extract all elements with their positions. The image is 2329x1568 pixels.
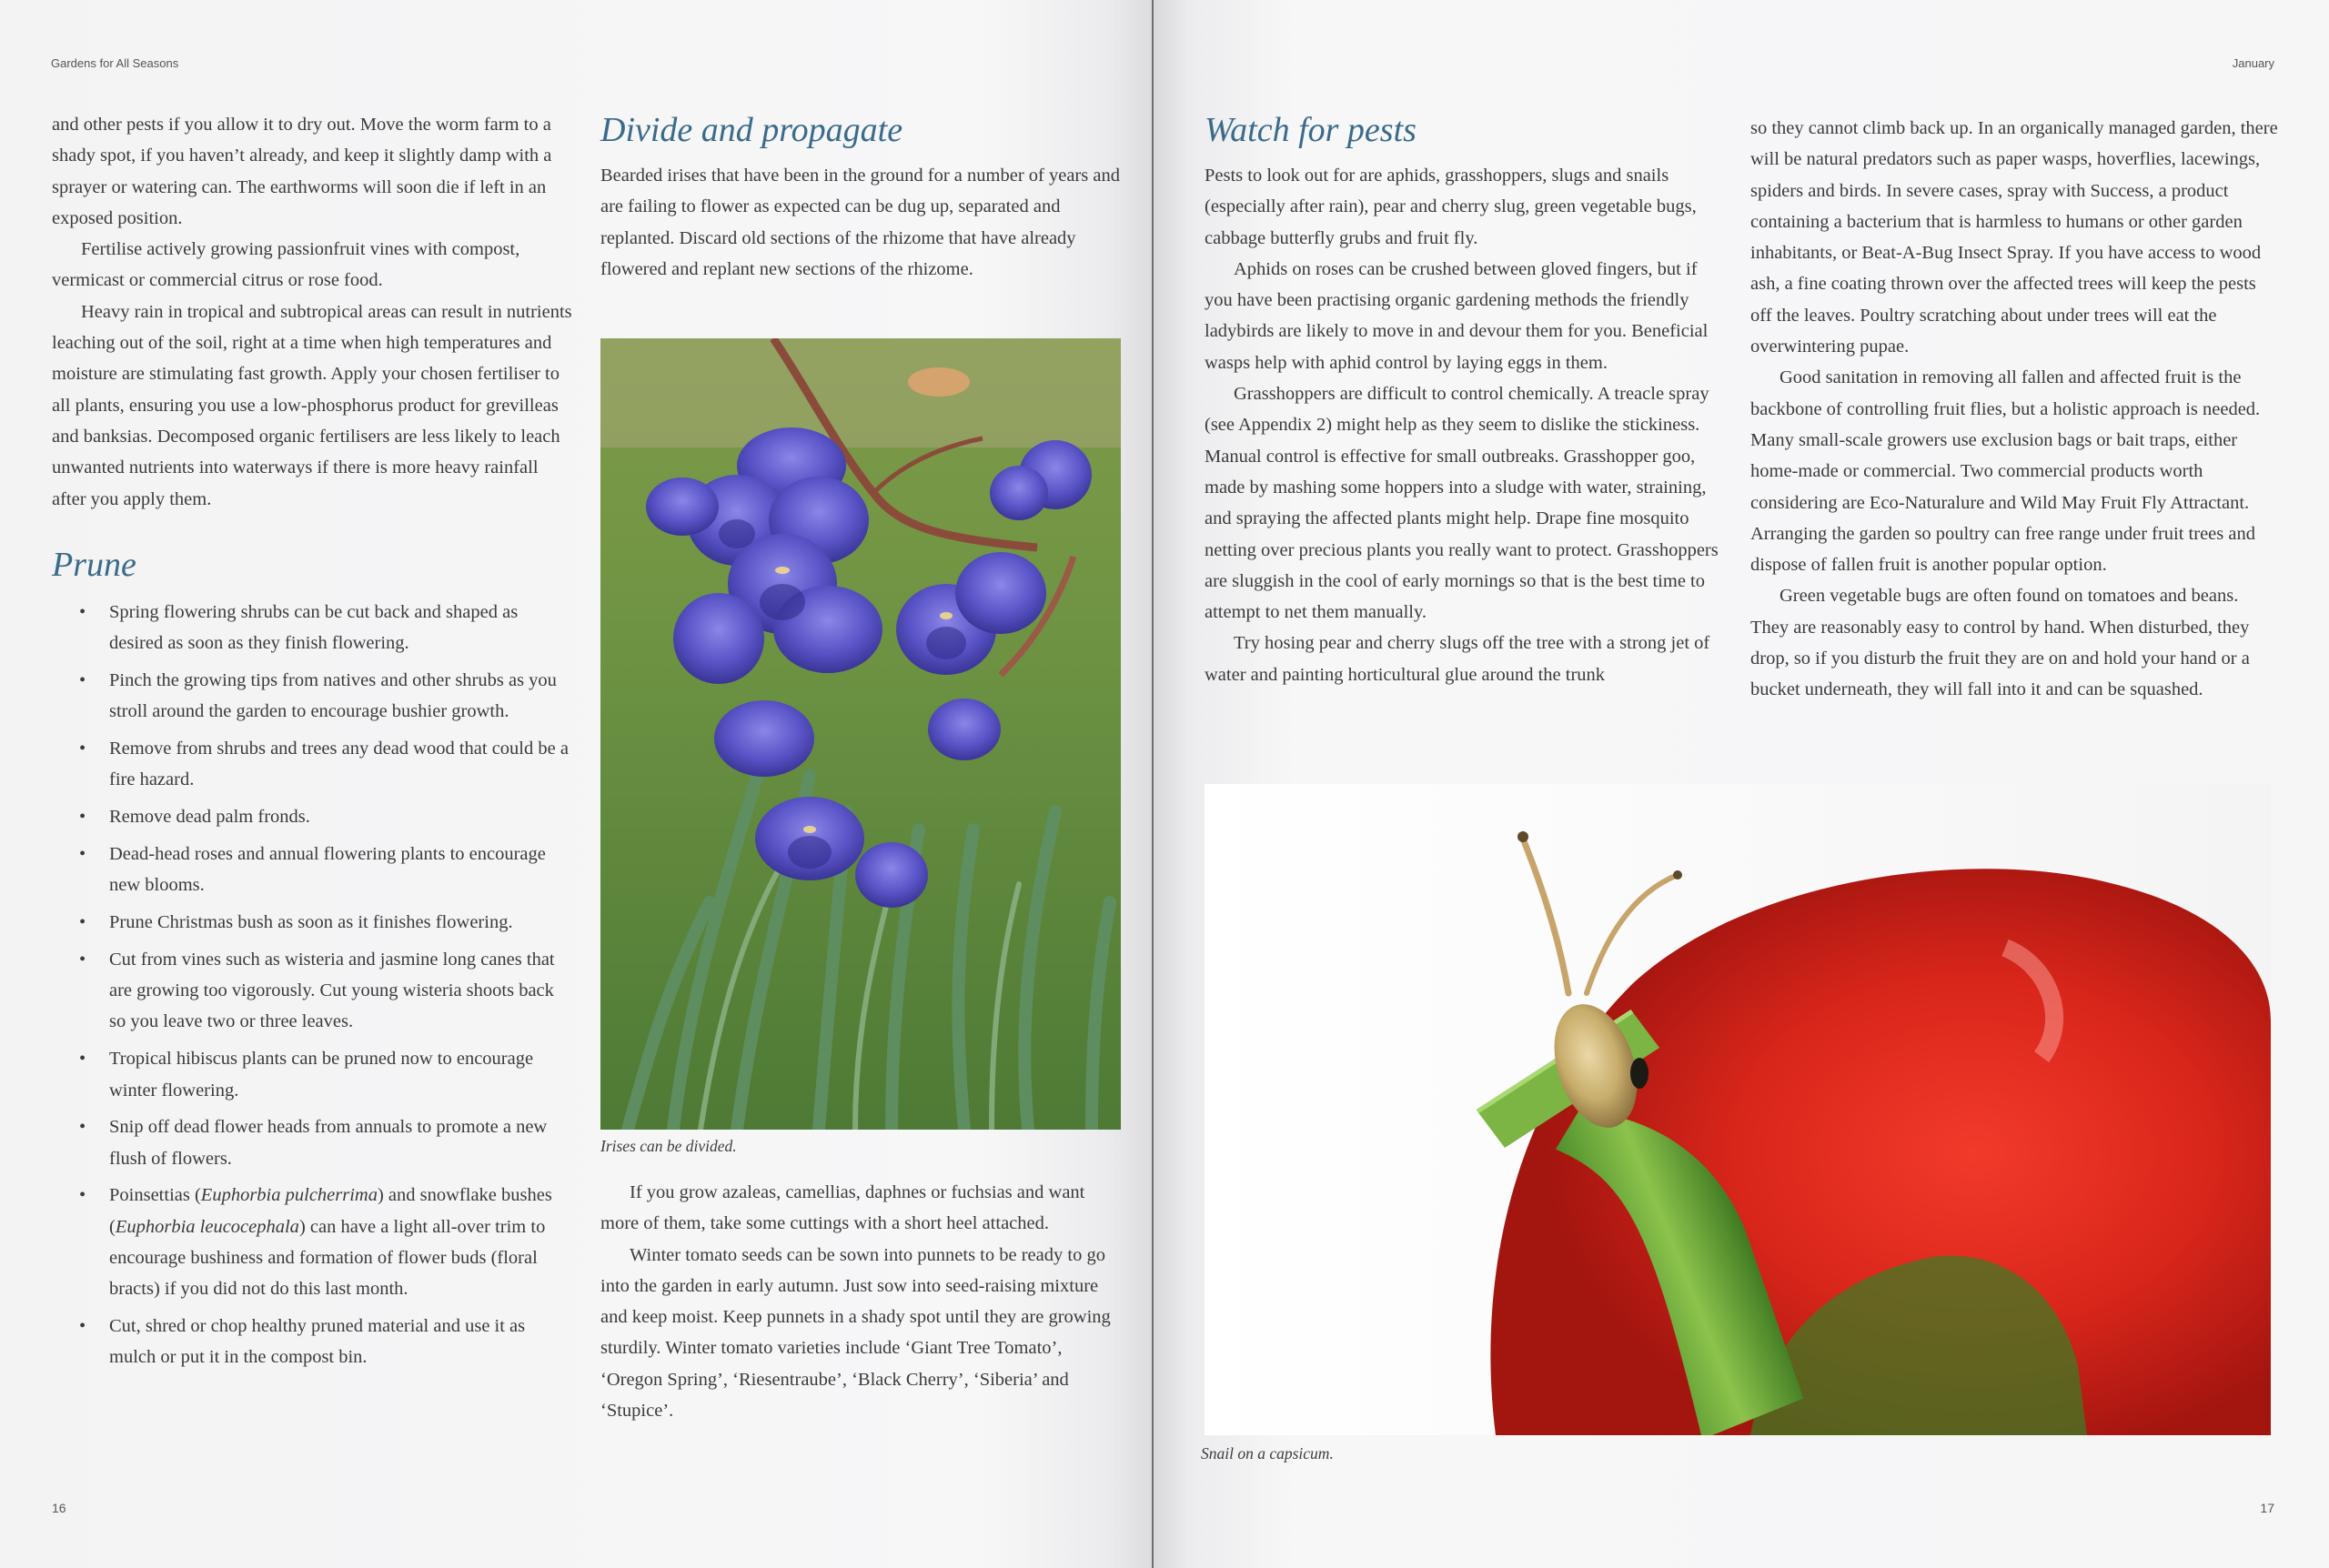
text: Poinsettias ( [109, 1185, 201, 1206]
right-page [1154, 0, 2329, 1568]
paragraph: Heavy rain in tropical and subtropical areas can result in nutrients leaching out of the soil, right at a time when high temperatures and moisture are stimulating fast growth. Apply your chosen fertiliser to all plants, ensuring you use a low-phosphorus product for grevilleas and banksias. Decomposed organic fertilisers are less likely to leach unwanted nutrients into waterways if there is more heavy rainfall after you apply them. [52, 301, 572, 509]
page-number-right: 17 [2260, 1501, 2274, 1515]
paragraph: Pests to look out for are aphids, grasshoppers, slugs and snails (especially after rain), pear and cherry slug, green vegetable bugs, cabbage butterfly grubs and fruit fly. [1205, 166, 1697, 248]
list-item: • Tropical hibiscus plants can be pruned now to encourage winter flowering. [52, 1043, 572, 1106]
divide-heading: Divide and propagate [600, 111, 903, 149]
left-column-2-lower [600, 1177, 1124, 1426]
list-item: • Spring flowering shrubs can be cut back and shaped as desired as soon as they finish flowering. [52, 597, 572, 659]
left-column-1 [52, 109, 572, 1379]
iris-photo [600, 338, 1121, 1130]
list-item: • Remove from shrubs and trees any dead wood that could be a fire hazard. [52, 733, 572, 796]
list-item: • Prune Christmas bush as soon as it finishes flowering. [52, 907, 572, 938]
text: ) and snowflake bushes ( [109, 1185, 552, 1237]
list-item: • Dead-head roses and annual flowering plants to encourage new blooms. [52, 839, 572, 901]
paragraph: and other pests if you allow it to dry out. Move the worm farm to a shady spot, if you haven’t already, and keep it slightly damp with a sprayer or watering can. The earthworms will soon die if left in an exposed position. [52, 115, 552, 228]
list-item: • Cut from vines such as wisteria and jasmine long canes that are growing too vigorously. Cut young wisteria shoots back so you leave two or three leaves. [52, 944, 572, 1038]
latin-name: Euphorbia pulcherrima [200, 1185, 378, 1206]
paragraph: Green vegetable bugs are often found on tomatoes and beans. They are reasonably easy to control by hand. When disturbed, they drop, so if you disturb the fruit they are on and hold your hand or a bucket underneath, they will fall into it and can be squashed. [1750, 586, 2250, 700]
paragraph: Good sanitation in removing all fallen and affected fruit is the backbone of controlling fruit flies, but a holistic approach is needed. Many small-scale growers use exclusion bags or bait traps, either home-made or commercial. Two commercial products worth considering are Eco-Naturalure and Wild May Fruit Fly Attractant. Arranging the garden so poultry can free range under fruit trees and dispose of fallen fruit is another popular option. [1750, 367, 2261, 576]
snail-caption: Snail on a capsicum. [1201, 1444, 1334, 1462]
paragraph: so they cannot climb back up. In an organically managed garden, there will be natural predators such as paper wasps, hoverflies, lacewings, spiders and birds. In severe cases, spray with Success, a product containing a bacterium that is harmless to humans or other garden inhabitants, or Beat-A-Bug Insect Spray. If you have access to wood ash, a fine coating thrown over the affected trees will keep the pests off the leaves. Poultry scratching about under trees will eat the overwintering pupae. [1750, 118, 2278, 357]
list-item: • Remove dead palm fronds. [52, 801, 572, 832]
paragraph: Try hosing pear and cherry slugs off the tree with a strong jet of water and painting horticultural glue around the trunk [1205, 633, 1710, 685]
paragraph: Fertilise actively growing passionfruit vines with compost, vermicast or commercial citrus or rose food. [52, 239, 520, 291]
snail-photo [1205, 784, 2271, 1435]
paragraph: Bearded irises that have been in the ground for a number of years and are failing to flower as expected can be dug up, separated and replanted. Discard old sections of the rhizome that have already flowered and replant new sections of the rhizome. [600, 166, 1120, 279]
list-item: • Cut, shred or chop healthy pruned material and use it as mulch or put it in the compost bin. [52, 1311, 572, 1373]
paragraph: Grasshoppers are difficult to control chemically. A treacle spray (see Appendix 2) might help as they seem to dislike the stickiness. Manual control is effective for small outbreaks. Grasshopper goo, made by mashing some hoppers into a sludge with water, straining, and spraying the affected plants might help. Drape fine mosquito netting over precious plants you really want to protect. Grasshoppers are sluggish in the cool of early mornings so that is the best time to attempt to net them manually. [1205, 384, 1719, 623]
latin-name: Euphorbia leucocephala [115, 1216, 299, 1237]
prune-list [52, 597, 572, 1373]
iris-caption: Irises can be divided. [600, 1137, 737, 1155]
paragraph: Winter tomato seeds can be sown into punnets to be ready to go into the garden in early autumn. Just sow into seed-raising mixture and keep moist. Keep punnets in a shady spot until they are growing sturdily. Winter tomato varieties include ‘Giant Tree Tomato’, ‘Oregon Spring’, ‘Riesentraube’, ‘Black Cherry’, ‘Siberia’ and ‘Stupice’. [600, 1244, 1111, 1422]
right-column-1 [1205, 107, 1729, 690]
left-column-2 [600, 107, 1124, 285]
list-item: • Snip off dead flower heads from annuals to promote a new flush of flowers. [52, 1111, 572, 1174]
page-number-left: 16 [52, 1501, 66, 1515]
running-head-right: January [2232, 56, 2274, 70]
left-page [0, 0, 1152, 1568]
text: ) can have a light all-over trim to encourage bushiness and formation of flower buds (floral bracts) if you did not do this last month. [109, 1216, 546, 1300]
prune-heading: Prune [52, 545, 136, 584]
pests-heading: Watch for pests [1205, 111, 1417, 149]
running-head-left: Gardens for All Seasons [51, 56, 179, 70]
right-column-2 [1750, 113, 2280, 706]
paragraph: Aphids on roses can be crushed between gloved fingers, but if you have been practising organic gardening methods the friendly ladybirds are likely to move in and devour them for you. Beneficial wasps help with aphid control by laying eggs in them. [1205, 258, 1709, 373]
paragraph: If you grow azaleas, camellias, daphnes or fuchsias and want more of them, take some cuttings with a short heel attached. [600, 1182, 1085, 1234]
list-item: • Pinch the growing tips from natives and other shrubs as you stroll around the garden to encourage bushier growth. [52, 665, 572, 728]
list-item-poinsettia [52, 1180, 572, 1304]
